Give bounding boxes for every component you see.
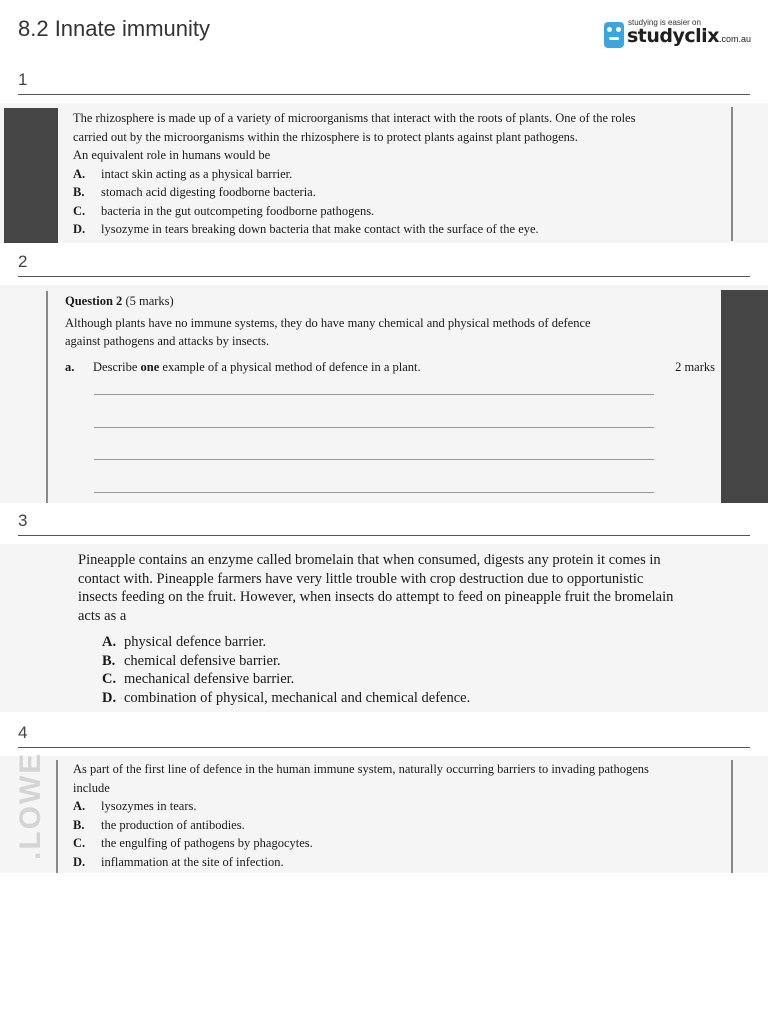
question-2-heading: [65, 292, 715, 311]
question-3-block: [0, 544, 768, 712]
question-4-option-a[interactable]: [73, 797, 723, 816]
question-3-stem-line: Pineapple contains an enzyme called bromelain that when consumed, digests any protein it comes in: [78, 552, 661, 568]
studyclix-logo[interactable]: [604, 18, 754, 50]
question-2-side-tab: [721, 290, 768, 503]
question-2-block: [0, 285, 768, 503]
question-2-heading-label: Question 2: [65, 294, 123, 308]
question-2-part-label: a.: [65, 359, 75, 374]
option-text: lysozyme in tears breaking down bacteria that make contact with the surface of the eye.: [101, 222, 539, 236]
question-3-option-d[interactable]: [78, 689, 738, 708]
option-letter: C.: [102, 671, 117, 687]
page-title: 8.2 Innate immunity: [18, 16, 210, 41]
question-2-intro-line: against pathogens and attacks by insects.: [65, 334, 270, 348]
option-text: inflammation at the site of infection.: [101, 854, 284, 869]
question-divider-4: [18, 747, 750, 748]
logo-brand: [627, 25, 751, 47]
question-4-block: [0, 751, 768, 873]
option-text: bacteria in the gut outcompeting foodborne pathogens.: [101, 203, 375, 218]
question-2-part-a: [65, 358, 715, 377]
question-2-left-border: [46, 291, 48, 503]
question-4-left-border: [56, 760, 58, 873]
question-1-option-d[interactable]: [73, 220, 723, 239]
question-1-side-tab: [4, 108, 58, 243]
question-3-stem-line: acts as a: [78, 607, 127, 624]
question-3-option-b[interactable]: [78, 652, 738, 671]
option-letter: D.: [73, 854, 86, 869]
option-letter: A.: [102, 634, 117, 650]
option-text: mechanical defensive barrier.: [124, 671, 295, 687]
answer-line[interactable]: [94, 394, 654, 395]
robot-icon: [604, 22, 624, 48]
option-text: lysozymes in tears.: [101, 799, 197, 813]
question-2-heading-marks: (5 marks): [122, 294, 174, 308]
option-letter: C.: [73, 203, 86, 218]
question-3-stem-line: contact with. Pineapple farmers have very little trouble with crop destruction due to opportunistic: [78, 570, 644, 587]
question-4-option-b[interactable]: [73, 816, 723, 835]
option-text: the production of antibodies.: [101, 817, 245, 832]
logo-brand-name: studyclix: [627, 25, 719, 47]
question-number-3: 3: [18, 511, 28, 530]
question-3-option-c[interactable]: [78, 670, 738, 689]
option-letter: B.: [102, 652, 116, 669]
question-2-content: [65, 292, 715, 376]
question-number-4: 4: [18, 723, 28, 742]
option-text: intact skin acting as a physical barrier.: [101, 166, 293, 181]
question-4-stem-line: As part of the first line of defence in the human immune system, naturally occurring barriers to invading pathogens: [73, 762, 649, 776]
question-4-option-d[interactable]: [73, 853, 723, 872]
option-text: the engulfing of pathogens by phagocytes.: [101, 836, 313, 850]
part-text-after: example of a physical method of defence in a plant.: [159, 359, 421, 374]
question-1-content: [73, 109, 723, 239]
logo-tagline: studying is easier on: [628, 18, 701, 27]
answer-line[interactable]: [94, 459, 654, 460]
option-text: chemical defensive barrier.: [124, 652, 281, 669]
question-1-stem-line: An equivalent role in humans would be: [73, 148, 271, 162]
question-divider-1: [18, 94, 750, 95]
question-3-option-a[interactable]: [78, 633, 738, 652]
question-1-option-a[interactable]: [73, 165, 723, 184]
question-4-option-c[interactable]: [73, 834, 723, 853]
question-3-content: [78, 551, 738, 707]
logo-tld: .com.au: [718, 34, 751, 44]
question-1-stem-line: carried out by the microorganisms within the rhizosphere is to protect plants against plant pathogens.: [73, 129, 578, 144]
part-text-before: Describe: [93, 359, 141, 374]
question-4-stem-line: include: [73, 780, 110, 795]
question-3-stem-line: insects feeding on the fruit. However, when insects do attempt to feed on pineapple fruit the bromelain: [78, 589, 674, 605]
part-text-bold: one: [140, 359, 160, 374]
answer-line[interactable]: [94, 492, 654, 493]
question-4-right-border: [731, 760, 733, 873]
question-4-content: [73, 760, 723, 871]
option-letter: A.: [73, 799, 86, 813]
option-letter: B.: [73, 817, 85, 832]
question-1-right-border: [731, 107, 733, 241]
question-number-1: 1: [18, 70, 28, 89]
option-letter: D.: [102, 689, 117, 706]
question-2-part-marks: 2 marks: [675, 359, 715, 374]
option-letter: B.: [73, 185, 85, 199]
option-text: physical defence barrier.: [124, 634, 267, 650]
question-divider-2: [18, 276, 750, 277]
question-number-2: 2: [18, 252, 28, 271]
option-letter: D.: [73, 222, 86, 236]
option-letter: C.: [73, 836, 86, 850]
answer-line[interactable]: [94, 427, 654, 428]
question-2-intro-line: Although plants have no immune systems, they do have many chemical and physical methods of defence: [65, 315, 591, 330]
question-1-stem-line: The rhizosphere is made up of a variety of microorganisms that interact with the roots of plants. One of the roles: [73, 111, 636, 125]
question-1-option-c[interactable]: [73, 202, 723, 221]
question-divider-3: [18, 535, 750, 536]
side-watermark: .LOWE: [14, 751, 47, 860]
question-1-block: [0, 103, 768, 243]
question-1-option-b[interactable]: [73, 183, 723, 202]
option-text: combination of physical, mechanical and chemical defence.: [124, 689, 471, 706]
option-letter: A.: [73, 166, 86, 181]
question-2-part-text: [93, 358, 675, 377]
option-text: stomach acid digesting foodborne bacteria.: [101, 185, 316, 199]
